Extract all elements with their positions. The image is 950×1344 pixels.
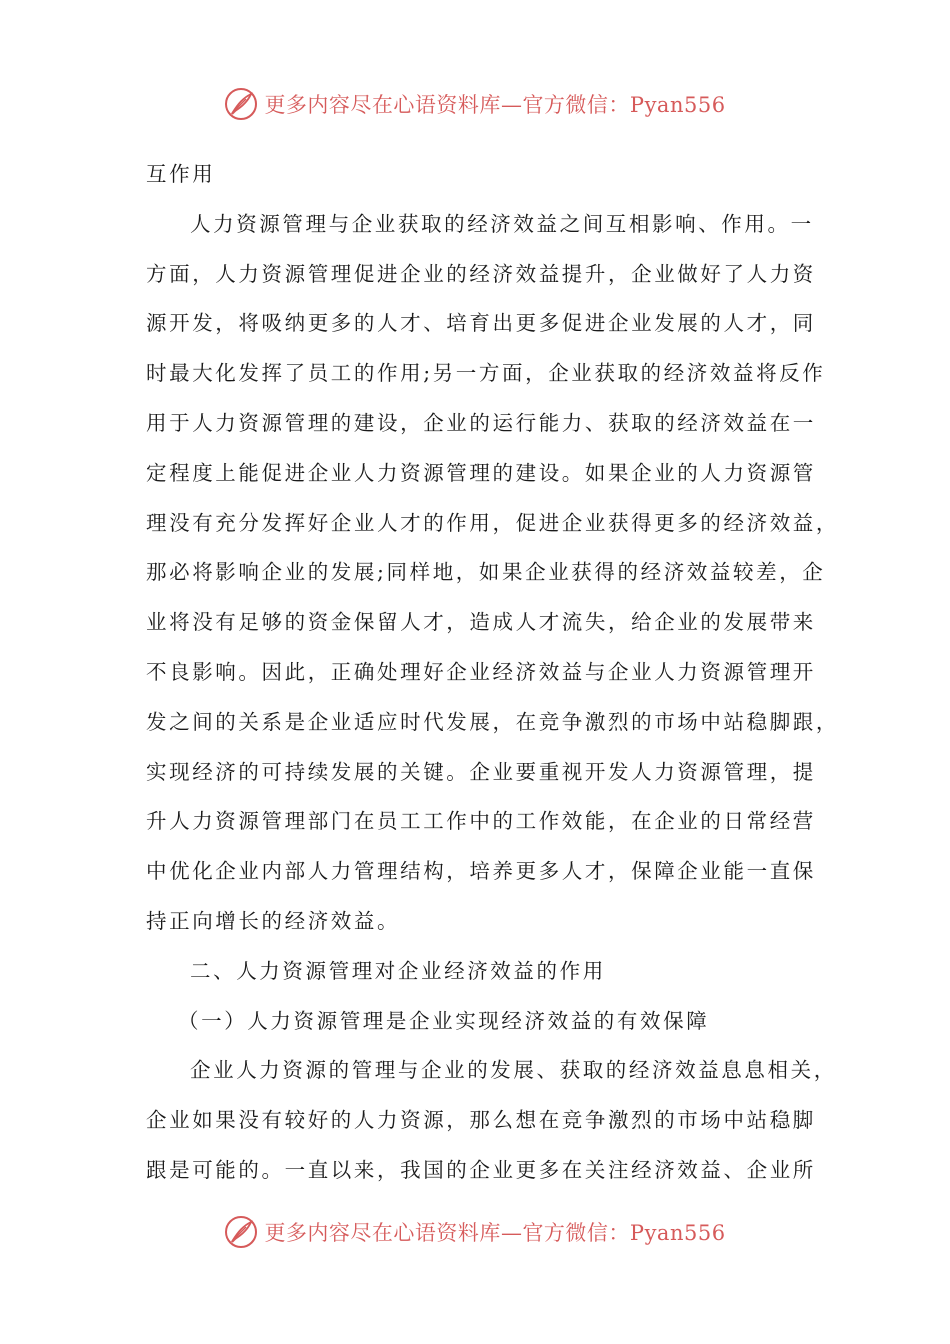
watermark-dash: — [500,1221,523,1245]
text-line: 企业如果没有较好的人力资源，那么想在竞争激烈的市场中站稳脚 [146,1108,816,1133]
watermark-wechat: 官方微信：Pyan556 [522,93,726,117]
watermark-text [264,1217,725,1247]
paragraph-start: 企业人力资源的管理与企业的发展、获取的经济效益息息相关， [190,1058,837,1083]
text-line: 持正向增长的经济效益。 [146,908,401,933]
watermark-dash: — [500,93,523,117]
watermark-text [264,89,725,119]
feather-pen-logo-icon [224,1215,258,1249]
document-body [146,150,839,1196]
subsection-heading: （一）人力资源管理是企业实现经济效益的有效保障 [178,1008,710,1033]
text-line: 不良影响。因此，正确处理好企业经济效益与企业人力资源管理开 [146,659,816,684]
text-line: 实现经济的可持续发展的关键。企业要重视开发人力资源管理，提 [146,759,816,784]
text-line: 互作用 [146,162,216,186]
text-line: 源开发，将吸纳更多的人才、培育出更多促进企业发展的人才，同 [146,311,816,336]
text-line: 时最大化发挥了员工的作用;另一方面，企业获取的经济效益将反作 [146,361,826,386]
section-heading: 二、人力资源管理对企业经济效益的作用 [190,958,606,983]
text-line: 中优化企业内部人力管理结构，培养更多人才，保障企业能一直保 [146,859,816,884]
text-line: 跟是可能的。一直以来，我国的企业更多在关注经济效益、企业所 [146,1157,816,1182]
paragraph-start: 人力资源管理与企业获取的经济效益之间互相影响、作用。一 [190,211,814,236]
footer-watermark-banner [0,1212,950,1252]
text-line: 业将没有足够的资金保留人才，造成人才流失，给企业的发展带来 [146,610,816,635]
text-line: 用于人力资源管理的建设，企业的运行能力、获取的经济效益在一 [146,410,816,435]
watermark-wechat: 官方微信：Pyan556 [522,1221,726,1245]
text-line: 方面，人力资源管理促进企业的经济效益提升，企业做好了人力资 [146,261,816,286]
header-watermark-banner [0,84,950,124]
text-line: 升人力资源管理部门在员工工作中的工作效能，在企业的日常经营 [146,809,816,834]
text-line: 理没有充分发挥好企业人才的作用，促进企业获得更多的经济效益， [146,510,839,535]
watermark-brand: 更多内容尽在心语资料库 [264,1221,501,1245]
text-line: 那必将影响企业的发展;同样地，如果企业获得的经济效益较差，企 [146,560,826,585]
feather-pen-logo-icon [224,87,258,121]
text-line: 发之间的关系是企业适应时代发展，在竞争激烈的市场中站稳脚跟， [146,709,839,734]
text-line: 定程度上能促进企业人力资源管理的建设。如果企业的人力资源管 [146,460,816,485]
watermark-brand: 更多内容尽在心语资料库 [264,93,501,117]
